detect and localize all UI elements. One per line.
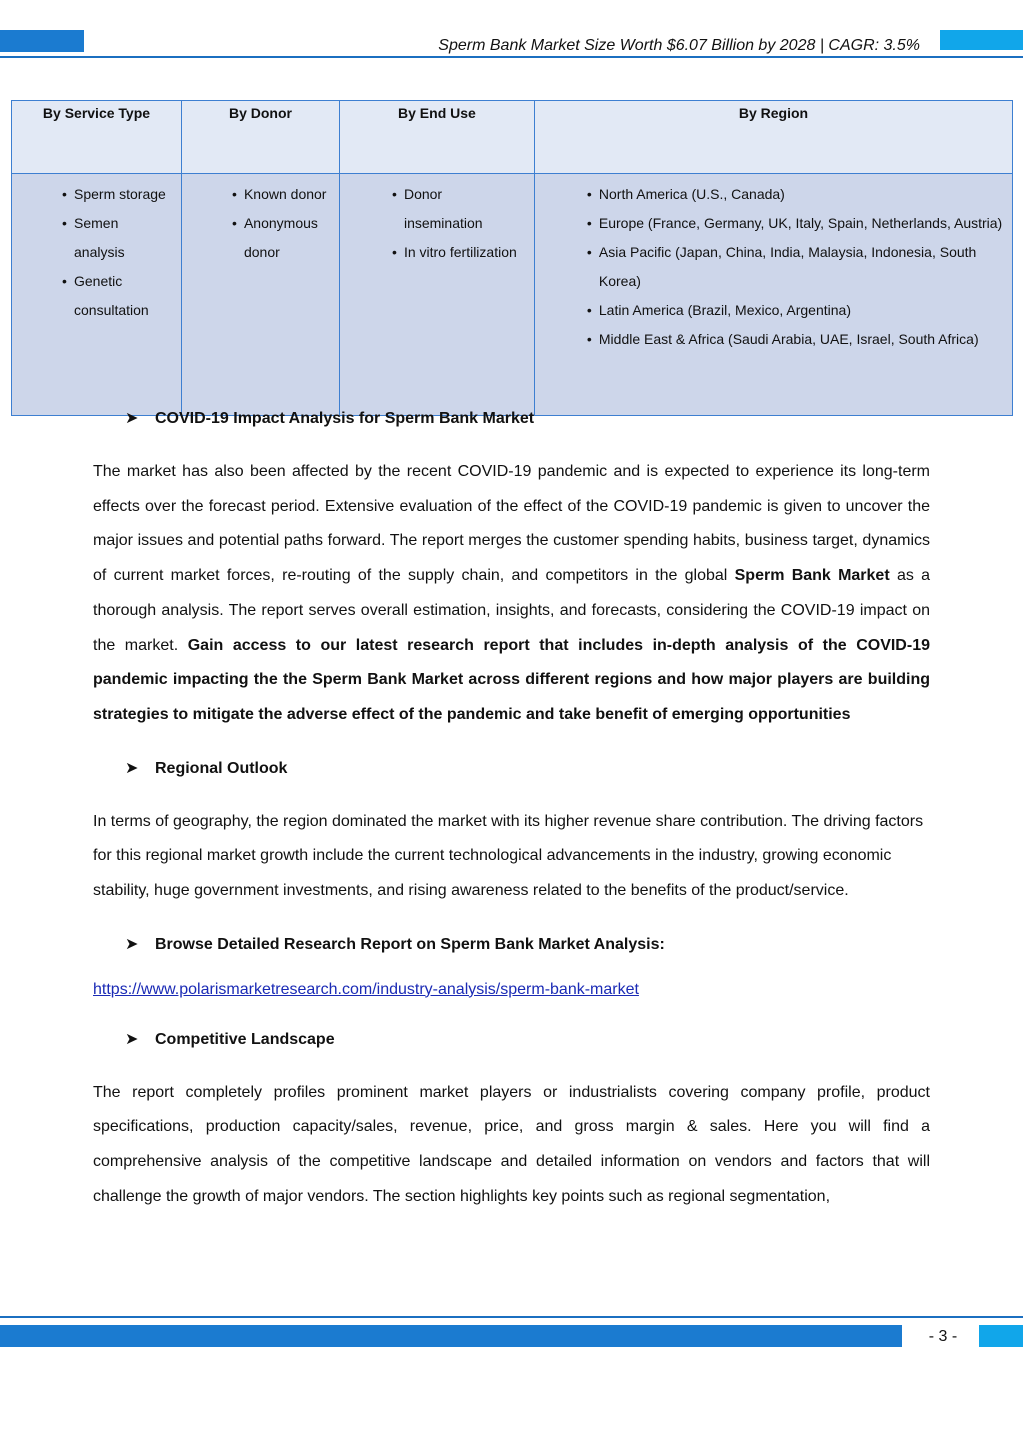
column-header: By End Use [339, 101, 534, 174]
footer-accent-bar-right [979, 1325, 1023, 1347]
list-item: • Middle East & Africa (Saudi Arabia, UAE, Israel, South Africa) [585, 325, 1010, 354]
header-accent-bar-right [940, 30, 1023, 50]
table-row [12, 174, 1013, 416]
header-divider [0, 56, 1023, 58]
arrow-bullet-icon: ➤ [125, 410, 139, 427]
end-use-cell [339, 174, 534, 416]
list-item: • Anonymous donor [230, 209, 334, 267]
header-accent-bar [0, 30, 84, 52]
list-item: • Donor insemination [390, 180, 514, 238]
segmentation-table [11, 100, 1013, 416]
donor-cell [181, 174, 339, 416]
region-cell [534, 174, 1012, 416]
list-item: • Genetic consultation [60, 267, 174, 325]
competitive-paragraph: The report completely profiles prominent market players or industrialists covering company profile, product specifications, production capacity/sales, revenue, price, and gross margin & sales. Here you will find a comprehensive analysis of the competitive landscape and detailed information on vendors and factors that will challenge the growth of major vendors. The section highlights key points such as regional segmentation, [93, 1083, 930, 1205]
column-header: By Donor [181, 101, 339, 174]
service-type-cell [12, 174, 182, 416]
list-item: • In vitro fertilization [390, 238, 534, 267]
arrow-bullet-icon: ➤ [125, 1030, 139, 1048]
report-body [93, 404, 930, 1215]
footer-divider [0, 1316, 1023, 1318]
footer-accent-bar [0, 1325, 902, 1347]
section-heading-browse: ➤ Browse Detailed Research Report on Sperm Bank Market Analysis: [93, 930, 930, 960]
list-item: • Semen analysis [60, 209, 164, 267]
arrow-bullet-icon: ➤ [125, 759, 139, 777]
page-number: - 3 - [928, 1328, 958, 1345]
list-item: • Sperm storage [60, 180, 181, 209]
list-item: • Europe (France, Germany, UK, Italy, Spain, Netherlands, Austria) [585, 209, 1010, 238]
arrow-bullet-icon: ➤ [125, 935, 139, 953]
list-item: • Known donor [230, 180, 339, 209]
section-heading-covid: ➤ COVID-19 Impact Analysis for Sperm Bank Market [93, 404, 930, 434]
page-header-title: Sperm Bank Market Size Worth $6.07 Billion by 2028 | CAGR: 3.5% [438, 37, 920, 54]
column-header: By Service Type [12, 101, 182, 174]
section-heading-competitive: ➤ Competitive Landscape [93, 1025, 930, 1055]
covid-paragraph: The market has also been affected by the recent COVID-19 pandemic and is expected to experience its long-term effects over the forecast period. Extensive evaluation of the effect of the COVID-19 pandemic is given to uncover the major issues and potential paths forward. The report merges the customer spending habits, business target, dynamics of current market forces, re-routing of the supply chain, and competitors in the global Sperm Bank Market as a thorough analysis. The report serves overall estimation, insights, and forecasts, considering the COVID-19 impact on the market. Gain access to our latest research report that includes in-depth analysis of the COVID-19 pandemic impacting the the Sperm Bank Market across different regions and how major players are building strategies to mitigate the adverse effect of the pandemic and take benefit of emerging opportunities [93, 463, 931, 723]
table-header-row [12, 101, 1013, 174]
regional-paragraph: In terms of geography, the region dominated the market with its higher revenue share contribution. The driving factors for this regional market growth include the current technological advancements in the industry, growing economic stability, huge government investments, and rising awareness related to the benefits of the product/service. [93, 812, 924, 900]
column-header: By Region [534, 101, 1012, 174]
list-item: • Asia Pacific (Japan, China, India, Malaysia, Indonesia, South Korea) [585, 238, 1010, 296]
list-item: • Latin America (Brazil, Mexico, Argentina) [585, 296, 1010, 325]
section-heading-regional: ➤ Regional Outlook [93, 754, 930, 784]
report-link[interactable]: https://www.polarismarketresearch.com/industry-analysis/sperm-bank-market [93, 980, 639, 998]
list-item: • North America (U.S., Canada) [585, 180, 1010, 209]
